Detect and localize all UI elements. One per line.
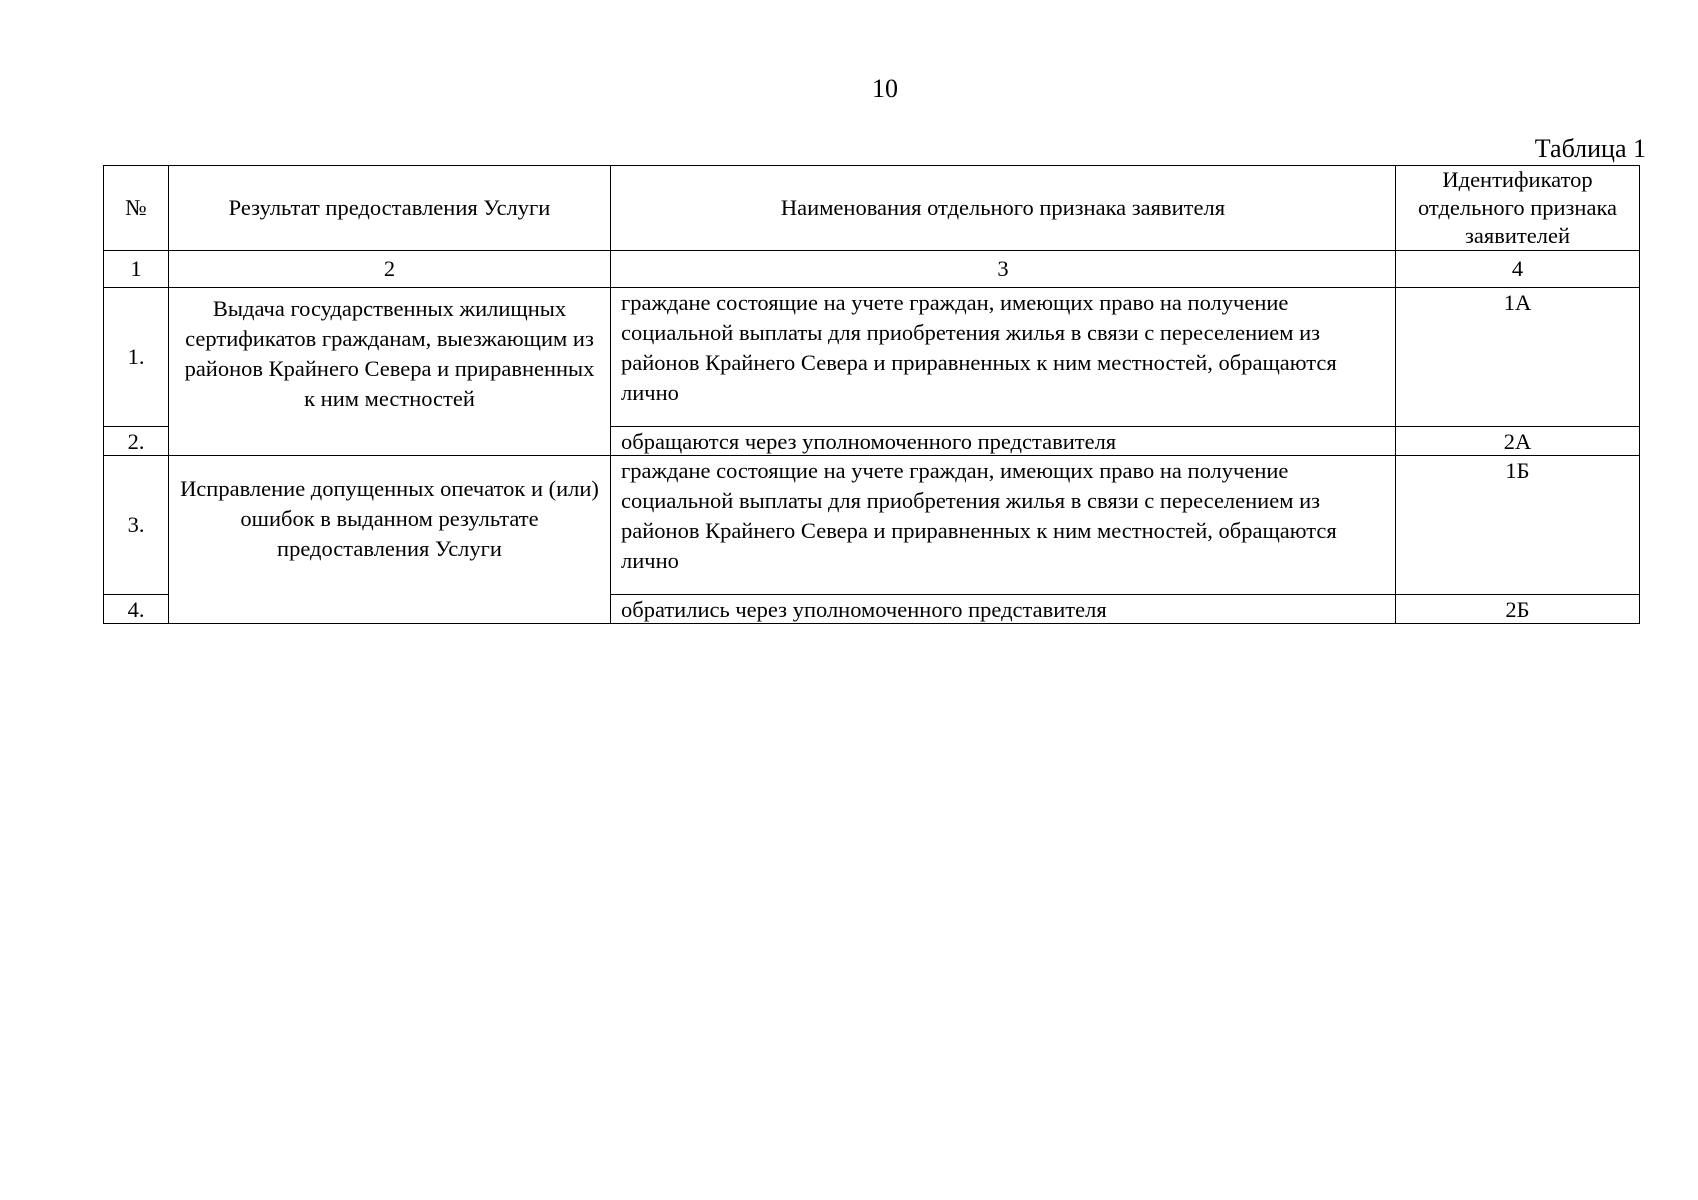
row-number: 2.	[104, 427, 169, 456]
identifier-cell: 1Б	[1396, 456, 1640, 595]
column-number-row	[104, 251, 1640, 288]
header-num: №	[104, 166, 169, 251]
header-result: Результат предоставления Услуги	[169, 166, 611, 251]
result-cell: Исправление допущенных опечаток и (или) ошибок в выданном результате предоставления Услуги	[169, 456, 611, 624]
column-number: 1	[104, 251, 169, 288]
result-cell: Выдача государственных жилищных сертификатов гражданам, выезжающим из районов Крайнего Севера и приравненных к ним местностей	[169, 288, 611, 456]
column-number: 2	[169, 251, 611, 288]
feature-name-cell: граждане состоящие на учете граждан, имеющих право на получение социальной выплаты для приобретения жилья в связи с переселением из районов Крайнего Севера и приравненных к ним местностей, обращаются лично	[611, 456, 1396, 595]
row-number: 4.	[104, 595, 169, 624]
row-number: 3.	[104, 456, 169, 595]
page-number: 10	[872, 74, 898, 103]
identifier-cell: 2А	[1396, 427, 1640, 456]
identifier-cell: 2Б	[1396, 595, 1640, 624]
column-number: 3	[611, 251, 1396, 288]
header-feature-name: Наименования отдельного признака заявителя	[611, 166, 1396, 251]
table-row	[104, 288, 1640, 427]
header-identifier: Идентификатор отдельного признака заявителей	[1396, 166, 1640, 251]
table-row	[104, 456, 1640, 595]
feature-name-cell: обратились через уполномоченного представителя	[611, 595, 1396, 624]
feature-name-cell: обращаются через уполномоченного представителя	[611, 427, 1396, 456]
identifier-cell: 1А	[1396, 288, 1640, 427]
feature-name-cell: граждане состоящие на учете граждан, имеющих право на получение социальной выплаты для приобретения жилья в связи с переселением из районов Крайнего Севера и приравненных к ним местностей, обращаются лично	[611, 288, 1396, 427]
row-number: 1.	[104, 288, 169, 427]
applicant-features-table	[103, 165, 1640, 624]
header-row	[104, 166, 1640, 251]
column-number: 4	[1396, 251, 1640, 288]
table-caption: Таблица 1	[1534, 134, 1646, 163]
